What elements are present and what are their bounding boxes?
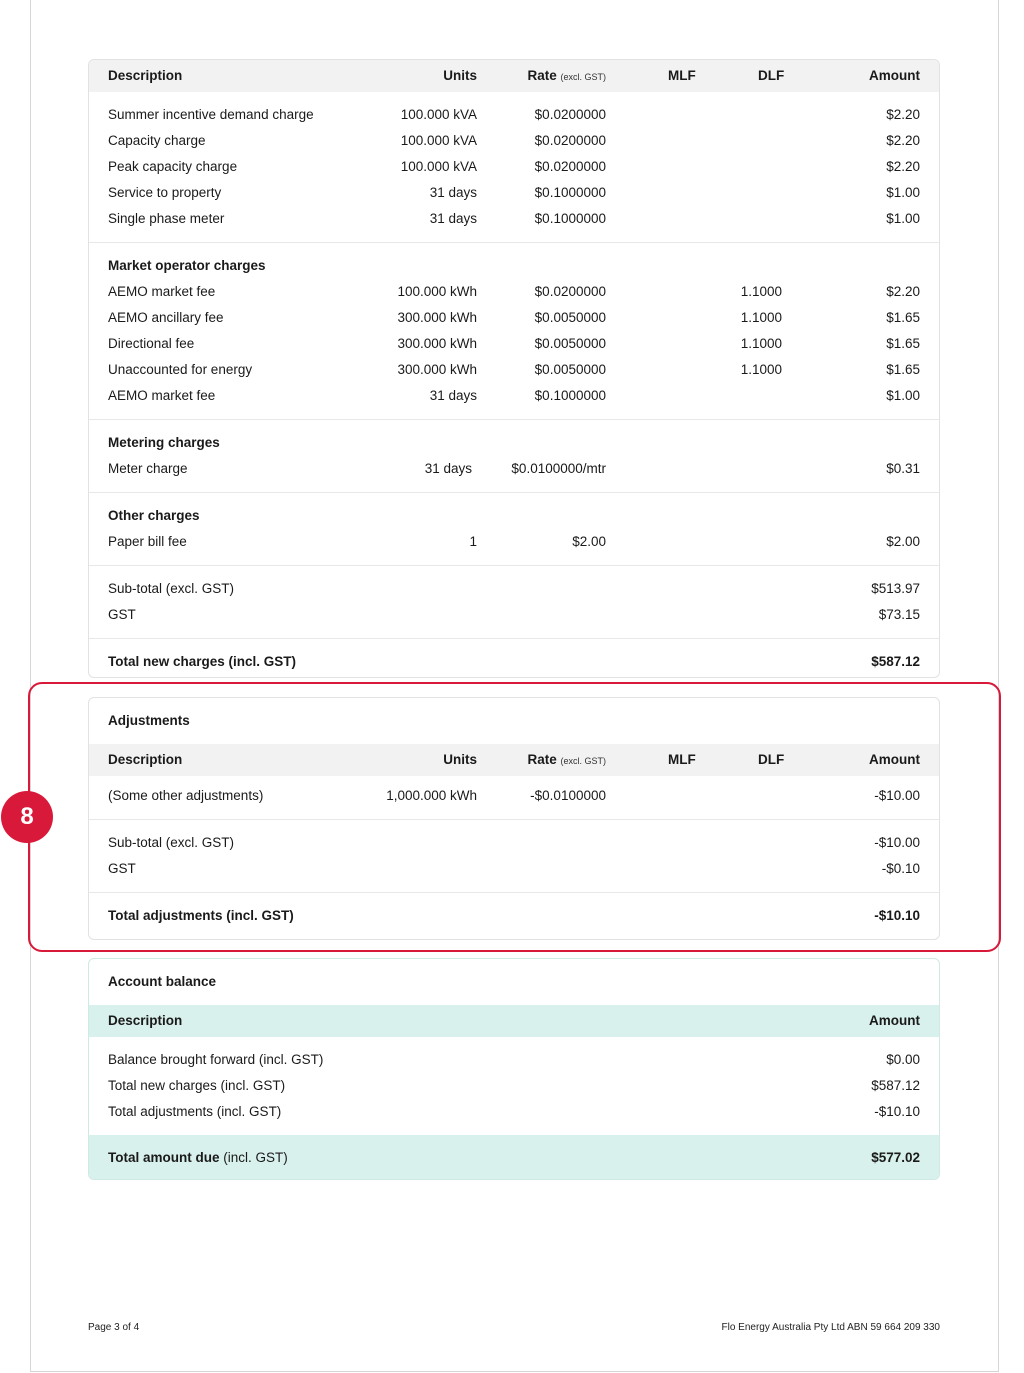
row-amount: $2.20 (886, 107, 920, 122)
row-description: Capacity charge (108, 133, 206, 148)
row-units: 31 days (429, 185, 477, 200)
row-units: 1 (469, 534, 477, 549)
subtotal-group (89, 566, 939, 639)
gst-value: $73.15 (878, 607, 920, 622)
table-row (89, 383, 939, 409)
table-row (89, 1073, 939, 1099)
table-row (89, 279, 939, 305)
gst-label: GST (108, 861, 136, 876)
row-units: 31 days (429, 211, 477, 226)
row-description: Summer incentive demand charge (108, 107, 314, 122)
subtotal-label: Sub-total (excl. GST) (108, 835, 235, 850)
account-balance-table (88, 958, 940, 1180)
table-row (89, 102, 939, 128)
row-rate: $0.0200000 (534, 159, 606, 174)
row-rate: $2.00 (572, 534, 606, 549)
subtotal-value: $513.97 (871, 581, 920, 596)
table-row (89, 456, 939, 482)
row-units: 100.000 kVA (400, 107, 477, 122)
total-label: Total new charges (incl. GST) (108, 654, 297, 669)
row-description: Meter charge (108, 461, 188, 476)
group-title-text: Other charges (108, 508, 200, 523)
subtotal-value: -$10.00 (874, 835, 920, 850)
row-dlf: 1.1000 (740, 336, 782, 351)
callout-badge: 8 (1, 791, 53, 843)
row-units: 300.000 kWh (397, 310, 477, 325)
table-header (89, 1005, 939, 1037)
total-value: -$10.10 (874, 908, 920, 923)
balance-title (89, 959, 939, 1005)
row-rate: $0.1000000 (534, 185, 606, 200)
header-amount: Amount (869, 752, 920, 767)
table-row (89, 1099, 939, 1125)
row-description: Single phase meter (108, 211, 225, 226)
header-units: Units (443, 68, 477, 83)
row-amount: $1.65 (886, 310, 920, 325)
charges-table (88, 59, 940, 678)
table-row (89, 331, 939, 357)
table-row (89, 206, 939, 232)
row-description: AEMO ancillary fee (108, 310, 224, 325)
header-rate: Rate (excl. GST) (527, 68, 606, 83)
table-row (89, 128, 939, 154)
group-title-text: Metering charges (108, 435, 220, 450)
total-row (89, 649, 939, 675)
group-title (89, 503, 939, 529)
gst-label: GST (108, 607, 136, 622)
table-row (89, 529, 939, 555)
row-description: AEMO market fee (108, 388, 216, 403)
row-dlf: 1.1000 (740, 284, 782, 299)
total-due-label: Total amount due (incl. GST) (108, 1150, 288, 1165)
row-rate: $0.0200000 (534, 284, 606, 299)
company-info: Flo Energy Australia Pty Ltd ABN 59 664 209 330 (721, 1322, 940, 1333)
header-description: Description (108, 68, 183, 83)
row-description: Unaccounted for energy (108, 362, 253, 377)
row-description: (Some other adjustments) (108, 788, 264, 803)
subtotal-row (89, 576, 939, 602)
total-amount-due-row (89, 1135, 939, 1180)
row-amount: $1.00 (886, 388, 920, 403)
header-amount: Amount (869, 1013, 920, 1028)
market-operator-group (89, 243, 939, 420)
adjustments-title-text: Adjustments (108, 713, 190, 728)
row-units: 100.000 kVA (400, 133, 477, 148)
row-rate: $0.0050000 (534, 336, 606, 351)
group-title-text: Market operator charges (108, 258, 266, 273)
row-amount: $2.20 (886, 133, 920, 148)
total-value: $587.12 (871, 654, 920, 669)
row-description: Service to property (108, 185, 222, 200)
row-amount: $1.65 (886, 336, 920, 351)
row-amount: $1.00 (886, 211, 920, 226)
header-units: Units (443, 752, 477, 767)
network-charges-group (89, 92, 939, 243)
row-rate: $0.1000000 (534, 211, 606, 226)
metering-charges-group (89, 420, 939, 493)
row-units: 31 days (424, 461, 472, 476)
row-amount: -$10.00 (874, 788, 920, 803)
total-group (89, 639, 939, 678)
row-dlf: 1.1000 (740, 310, 782, 325)
row-amount: -$10.10 (874, 1104, 920, 1119)
adjustments-highlight-frame (28, 682, 1001, 952)
row-amount: $0.31 (886, 461, 920, 476)
row-description: Paper bill fee (108, 534, 187, 549)
row-units: 300.000 kWh (397, 336, 477, 351)
row-amount: $2.20 (886, 284, 920, 299)
other-charges-group (89, 493, 939, 566)
row-description: Directional fee (108, 336, 195, 351)
row-units: 100.000 kVA (400, 159, 477, 174)
total-label: Total adjustments (incl. GST) (108, 908, 294, 923)
header-dlf: DLF (758, 68, 785, 83)
balance-title-text: Account balance (108, 974, 217, 989)
row-units: 300.000 kWh (397, 362, 477, 377)
table-row (89, 154, 939, 180)
page-number: Page 3 of 4 (88, 1322, 140, 1333)
subtotal-label: Sub-total (excl. GST) (108, 581, 235, 596)
gst-value: -$0.10 (881, 861, 920, 876)
row-units: 1,000.000 kWh (386, 788, 477, 803)
row-description: Total adjustments (incl. GST) (108, 1104, 282, 1119)
row-rate: $0.0100000/mtr (511, 461, 606, 476)
header-amount: Amount (869, 68, 920, 83)
row-amount: $1.65 (886, 362, 920, 377)
row-units: 100.000 kWh (397, 284, 477, 299)
group-title (89, 253, 939, 279)
balance-rows-group (89, 1037, 939, 1135)
row-description: Peak capacity charge (108, 159, 238, 174)
row-description: Balance brought forward (incl. GST) (108, 1052, 324, 1067)
row-rate: $0.0200000 (534, 107, 606, 122)
row-description: AEMO market fee (108, 284, 216, 299)
row-rate: $0.0200000 (534, 133, 606, 148)
row-rate: $0.0050000 (534, 362, 606, 377)
row-rate: $0.1000000 (534, 388, 606, 403)
row-amount: $2.20 (886, 159, 920, 174)
row-units: 31 days (429, 388, 477, 403)
header-mlf: MLF (668, 68, 696, 83)
table-header (89, 60, 939, 92)
table-row (89, 1047, 939, 1073)
header-rate: Rate (excl. GST) (527, 752, 606, 767)
table-row (89, 305, 939, 331)
total-due-value: $577.02 (871, 1150, 920, 1165)
row-amount: $0.00 (886, 1052, 920, 1067)
row-description: Total new charges (incl. GST) (108, 1078, 286, 1093)
gst-row (89, 602, 939, 628)
row-dlf: 1.1000 (740, 362, 782, 377)
row-amount: $1.00 (886, 185, 920, 200)
table-row (89, 180, 939, 206)
row-rate: $0.0050000 (534, 310, 606, 325)
table-row (89, 357, 939, 383)
header-dlf: DLF (758, 752, 785, 767)
group-title (89, 430, 939, 456)
header-description: Description (108, 752, 183, 767)
header-mlf: MLF (668, 752, 696, 767)
row-amount: $587.12 (871, 1078, 920, 1093)
row-rate: -$0.0100000 (530, 788, 606, 803)
header-description: Description (108, 1013, 183, 1028)
row-amount: $2.00 (886, 534, 920, 549)
